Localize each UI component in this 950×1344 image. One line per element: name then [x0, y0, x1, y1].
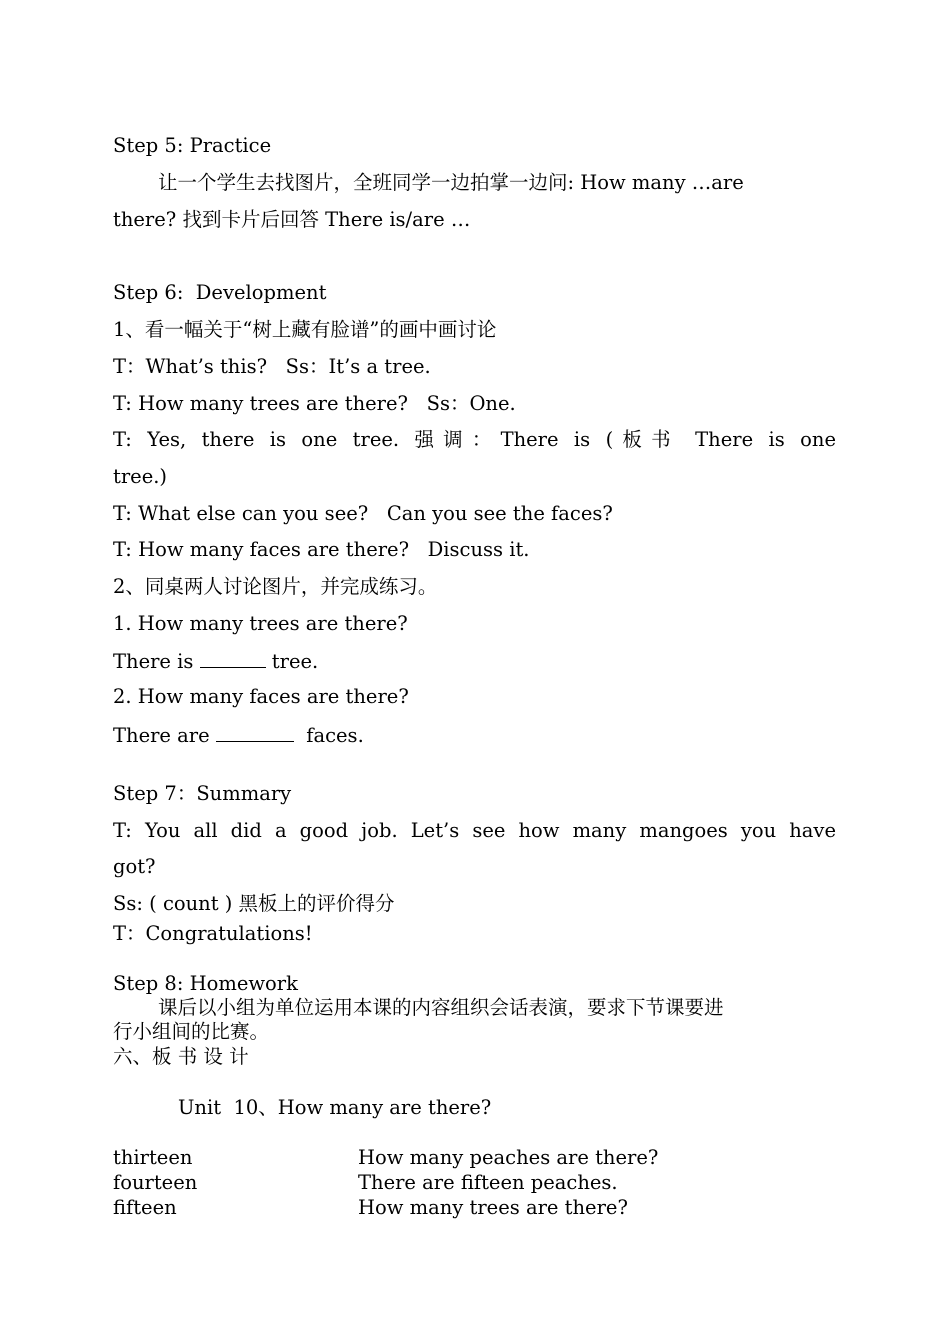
board-left-word: fifteen: [113, 1196, 177, 1219]
step6-line: T: What else can you see? Can you see the faces?: [113, 502, 613, 525]
exercise-2-question: 2. How many faces are there?: [113, 685, 409, 708]
board-design-heading: 六、板 书 设 计: [113, 1045, 249, 1068]
step6-line: T: How many trees are there? Ss：One.: [113, 392, 516, 415]
step8-heading: Step 8: Homework: [113, 972, 298, 995]
step7-line-4: T：Congratulations!: [113, 922, 313, 945]
step6-line: tree.): [113, 465, 168, 488]
step7-line-2: got?: [113, 855, 156, 878]
exercise-1-suffix: tree.: [265, 650, 319, 673]
board-unit-title: Unit 10、How many are there?: [178, 1096, 492, 1119]
step6-line: T: Yes, there is one tree. 强调：There is (板书 There is one: [113, 428, 836, 451]
step6-line: 1、看一幅关于“树上藏有脸谱”的画中画讨论: [113, 318, 497, 341]
step6-line: T：What’s this? Ss：It’s a tree.: [113, 355, 431, 378]
step8-line-2: 行小组间的比赛。: [113, 1020, 270, 1043]
board-right-sentence: How many peaches are there?: [358, 1146, 659, 1169]
board-left-word: thirteen: [113, 1146, 193, 1169]
exercise-2-blank: [216, 723, 294, 742]
board-left-word: fourteen: [113, 1171, 198, 1194]
exercise-2-answer: [113, 723, 364, 747]
exercise-1-prefix: There is: [113, 650, 200, 673]
step6-line: 1. How many trees are there?: [113, 612, 408, 635]
step6-heading: Step 6: Development: [113, 281, 327, 304]
exercise-1-blank: [200, 649, 266, 668]
exercise-1-answer: [113, 649, 318, 673]
step7-line-1: T: You all did a good job. Let’s see how many mangoes you have: [113, 819, 836, 842]
step7-line-3: Ss: ( count ) 黑板上的评价得分: [113, 892, 395, 915]
step5-line-1: 让一个学生去找图片，全班同学一边拍掌一边问: How many …are: [158, 171, 744, 194]
board-right-sentence: How many trees are there?: [358, 1196, 628, 1219]
step7-heading: Step 7：Summary: [113, 782, 292, 805]
step5-line-2: there? 找到卡片后回答 There is/are …: [113, 208, 471, 231]
step6-line: T: How many faces are there? Discuss it.: [113, 538, 530, 561]
board-right-sentence: There are fifteen peaches.: [358, 1171, 618, 1194]
exercise-2-prefix: There are: [113, 724, 216, 747]
step8-line-1: 课后以小组为单位运用本课的内容组织会话表演，要求下节课要进: [158, 996, 724, 1019]
step5-heading: Step 5: Practice: [113, 134, 272, 157]
exercise-2-suffix: faces.: [293, 724, 364, 747]
step6-line: 2、同桌两人讨论图片，并完成练习。: [113, 575, 438, 598]
